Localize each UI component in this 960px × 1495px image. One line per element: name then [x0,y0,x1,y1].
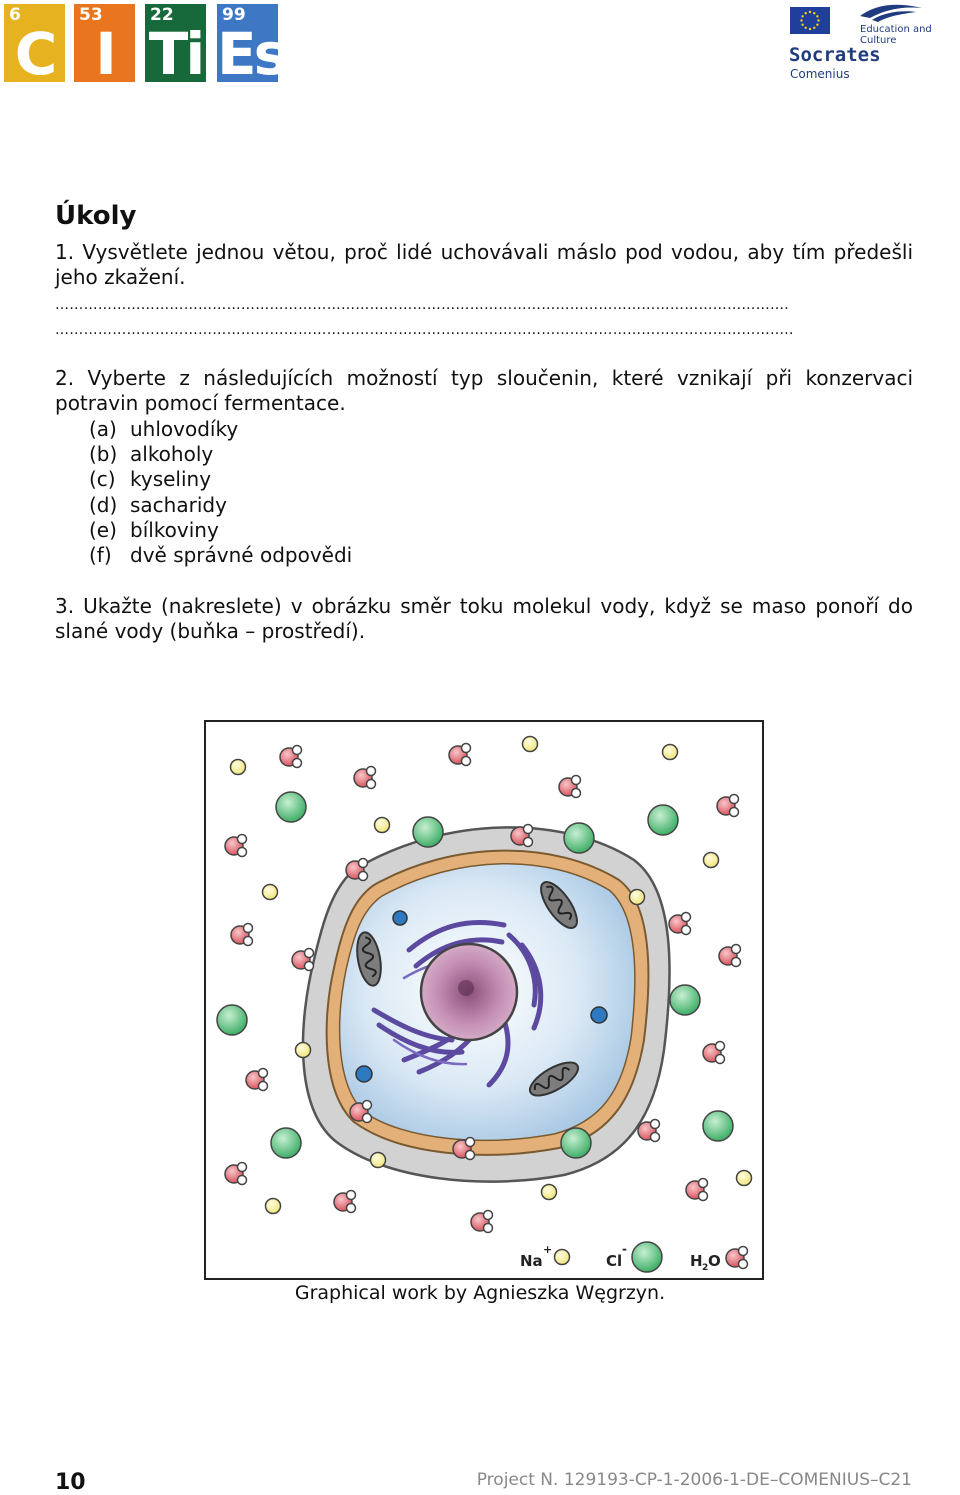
option-text: uhlovodíky [130,417,239,441]
section-title: Úkoly [55,201,137,231]
option-f [89,543,352,568]
option-label: (e) [89,518,117,542]
chloride-legend-icon [632,1242,662,1272]
sodium-ion [371,1153,386,1168]
legend-cl: Cl [606,1252,623,1270]
vesicle [393,911,407,925]
tile-number: 53 [79,5,103,25]
option-label: (a) [89,417,117,441]
tile-number: 22 [150,5,174,25]
option-d [89,493,227,518]
eu-flag-icon [790,7,830,34]
option-label: (f) [89,543,112,567]
answer-line-2: ……………………………………………………………………………………………………………………………………….. [55,322,794,338]
edu-culture-label: Education and Culture [860,24,932,46]
sodium-ion [375,818,390,833]
cell-illustration [204,720,764,1280]
education-culture-logo-icon [858,2,924,24]
project-id: Project N. 129193-CP-1-2006-1-DE–COMENIUS–C21 [476,1470,912,1490]
figure-caption: Graphical work by Agnieszka Węgrzyn. [294,1282,666,1304]
option-text: bílkoviny [130,518,219,542]
question-1: 1. Vysvětlete jednou větou, proč lidé uchovávali máslo pod vodou, aby tím předešli jeho zkažení. [55,240,913,289]
sodium-ion [296,1043,311,1058]
tile-symbol: Ti [148,20,203,88]
sodium-ion [737,1171,752,1186]
option-label: (c) [89,467,116,491]
vesicle [591,1007,607,1023]
option-b [89,442,213,467]
option-text: sacharidy [130,493,227,517]
cell-osmosis-figure[interactable] [204,720,764,1280]
sodium-ion [630,890,645,905]
chloride-ion [670,985,700,1015]
chloride-ion [564,823,594,853]
sodium-ion [542,1185,557,1200]
legend-na-charge: + [543,1243,553,1256]
sodium-ion [266,1199,281,1214]
comenius-label: Comenius [790,67,850,81]
option-label: (b) [89,442,118,466]
chloride-ion [276,792,306,822]
socrates-label: Socrates [789,44,881,66]
sodium-ion [263,885,278,900]
logo-tile-i [74,4,135,88]
logo-tile-ti [145,4,206,88]
vesicle [356,1066,372,1082]
question-3: 3. Ukažte (nakreslete) v obrázku směr toku molekul vody, když se maso ponoří do slané vody (buňka – prostředí). [55,594,913,643]
option-text: kyseliny [130,467,212,491]
sodium-legend-icon [555,1250,570,1265]
nucleolus [458,980,474,996]
svg-text:Na [520,1252,543,1270]
option-e [89,518,219,543]
chloride-ion [703,1111,733,1141]
sodium-ion [523,737,538,752]
page-number: 10 [55,1470,86,1495]
sodium-ion [231,760,246,775]
chloride-ion [217,1005,247,1035]
sodium-ion [663,745,678,760]
tile-number: 6 [9,5,21,25]
option-text: dvě správné odpovědi [130,543,353,567]
tile-symbol: Es [217,20,286,88]
legend-o: O [708,1252,721,1270]
chloride-ion [271,1128,301,1158]
option-text: alkoholy [130,442,214,466]
tile-symbol: C [14,20,55,88]
legend-cl-charge: - [622,1242,627,1256]
sodium-ion [704,853,719,868]
tile-number: 99 [222,5,246,25]
question-2: 2. Vyberte z následujících možností typ sloučenin, které vznikají při konzervaci potravin pomocí fermentace. [55,366,913,415]
option-a [89,417,238,442]
chloride-ion [413,817,443,847]
option-c [89,467,211,492]
logo-tile-es [217,4,286,88]
answer-line-1: ………………………………………………………………………………………………………………………………………. [55,297,790,313]
chloride-ion [561,1128,591,1158]
logo-tile-c [4,4,65,88]
chloride-ion [648,805,678,835]
legend-sub: 2 [702,1263,709,1273]
legend-h: H [690,1252,703,1270]
tile-symbol: I [95,20,114,88]
option-label: (d) [89,493,118,517]
legend-na: Na [520,1252,543,1270]
